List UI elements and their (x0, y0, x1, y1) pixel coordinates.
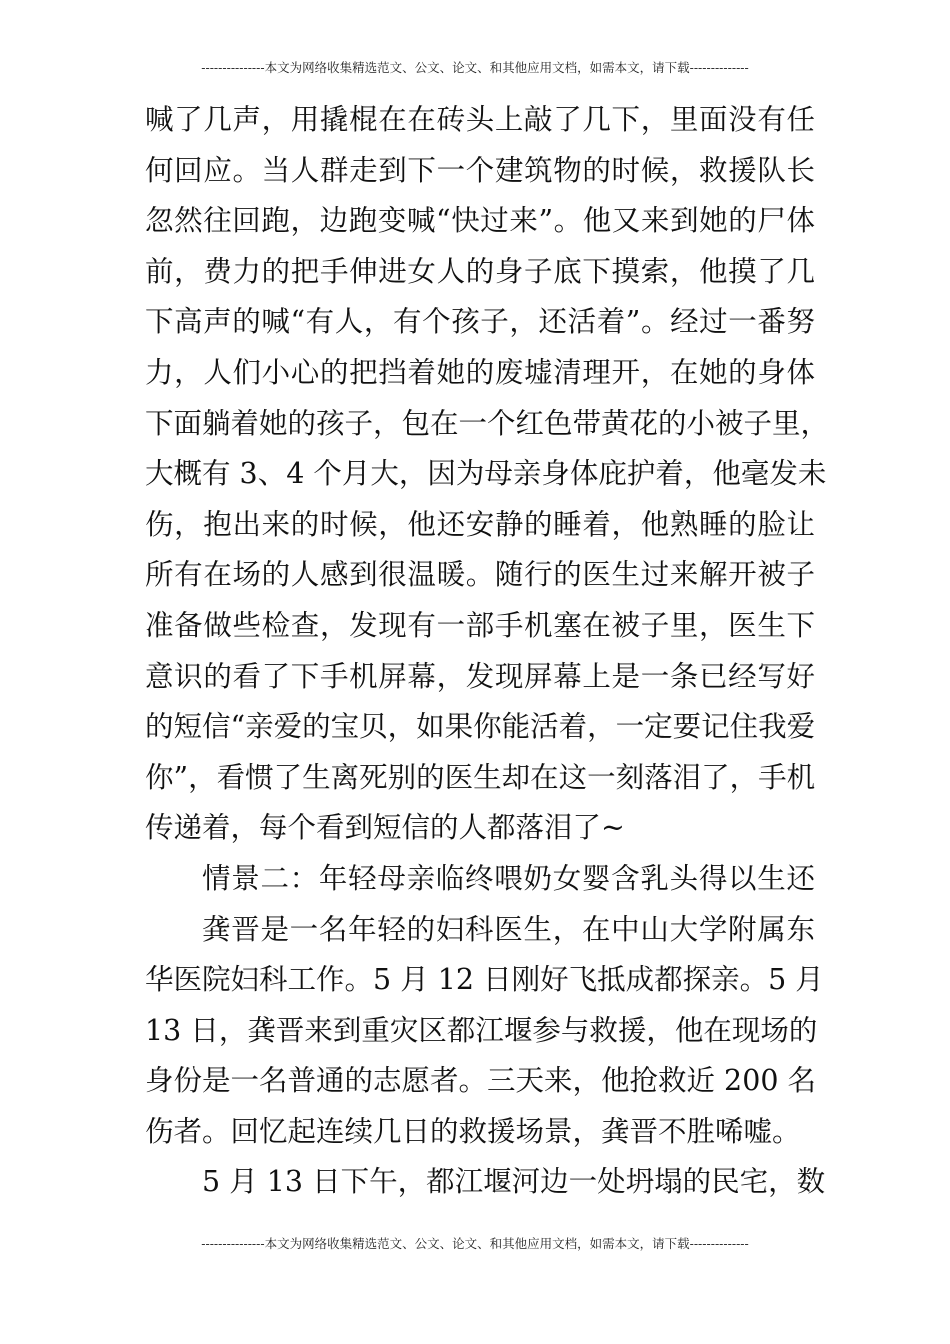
footer-banner: ---------------本文为网络收集精选范文、公文、论文、和其他应用文档，如需本文，请下载-------------- (201, 1236, 749, 1251)
text-line: 忽然往回跑，边跑变喊“快过来”。他又来到她的尸体 (145, 204, 815, 238)
text-line: 准备做些检查，发现有一部手机塞在被子里，医生下 (145, 608, 815, 642)
text-line: 力，人们小心的把挡着她的废墟清理开，在她的身体 (145, 355, 815, 389)
text-line: 身份是一名普通的志愿者。三天来，他抢救近 200 名 (145, 1064, 817, 1098)
header-banner: ---------------本文为网络收集精选范文、公文、论文、和其他应用文档，如需本文，请下载-------------- (201, 60, 749, 75)
text-line: 大概有 3、4 个月大，因为母亲身体庇护着，他毫发未 (145, 457, 827, 491)
text-line: 伤，抱出来的时候，他还安静的睡着，他熟睡的脸让 (145, 507, 815, 541)
text-line: 所有在场的人感到很温暖。随行的医生过来解开被子 (145, 558, 815, 592)
text-line: 伤者。回忆起连续几日的救援场景，龚晋不胜唏嘘。 (145, 1114, 801, 1148)
text-line: 下面躺着她的孩子，包在一个红色带黄花的小被子里， (145, 406, 830, 440)
text-line: 何回应。当人群走到下一个建筑物的时候，救援队长 (145, 153, 815, 187)
text-line: 喊了几声，用撬棍在在砖头上敲了几下，里面没有任 (145, 103, 815, 136)
text-line: 13 日，龚晋来到重灾区都江堰参与救援，他在现场的 (145, 1013, 818, 1047)
text-line: 传递着，每个看到短信的人都落泪了~ (145, 811, 625, 845)
body-text (145, 95, 830, 1208)
text-line: 下高声的喊“有人，有个孩子，还活着”。经过一番努 (145, 305, 815, 339)
text-line: 龚晋是一名年轻的妇科医生，在中山大学附属东 (202, 912, 815, 946)
text-line: 的短信“亲爱的宝贝，如果你能活着，一定要记住我爱 (145, 710, 816, 744)
section-heading: 情景二：年轻母亲临终喂奶女婴含乳头得以生还 (202, 861, 815, 895)
text-line: 华医院妇科工作。5 月 12 日刚好飞抵成都探亲。5 月 (145, 963, 824, 997)
text-line: 5 月 13 日下午，都江堰河边一处坍塌的民宅，数 (202, 1165, 826, 1199)
text-line: 前，费力的把手伸进女人的身子底下摸索，他摸了几 (145, 254, 815, 288)
text-line: 意识的看了下手机屏幕，发现屏幕上是一条已经写好 (145, 659, 815, 693)
text-line: 你”，看惯了生离死别的医生却在这一刻落泪了，手机 (145, 760, 816, 794)
